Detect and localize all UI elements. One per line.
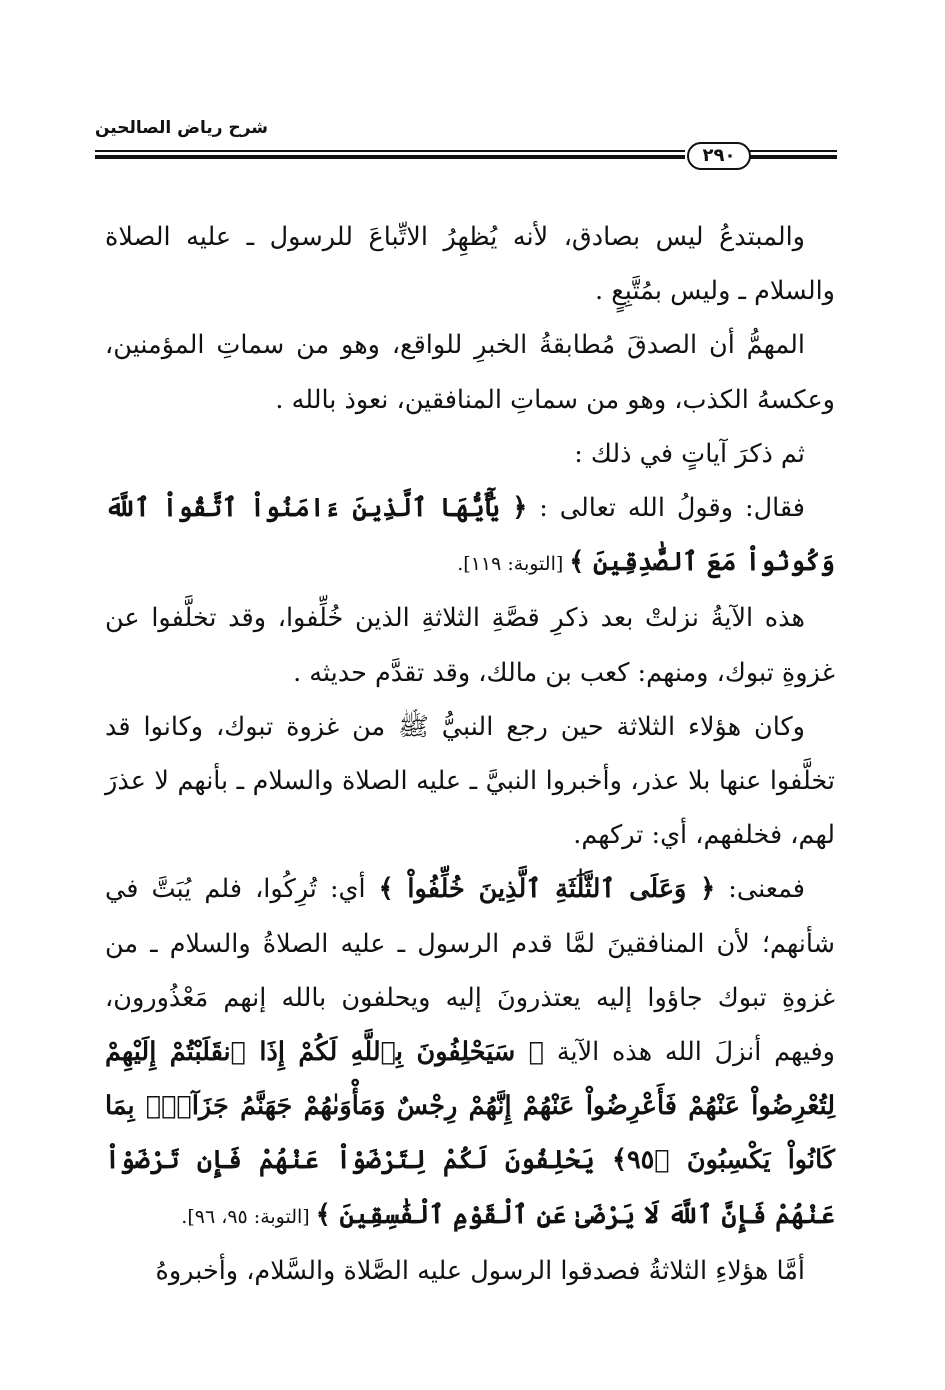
paragraph-text: ثم ذكرَ آياتٍ في ذلك :: [574, 438, 805, 469]
paragraph-text: المهمُّ أن الصدقَ مُطابقةُ الخبرِ للواقع، وهو من سماتِ المؤمنين، وعكسهُ الكذب، وهو من سماتِ المنافقين، نعوذ بالله .: [105, 330, 835, 415]
quran-verse: ﴿ وَعَلَى ٱلثَّلَٰثَةِ ٱلَّذِينَ خُلِّفُواْ ﴾: [378, 874, 716, 905]
paragraph: [105, 862, 835, 1243]
quran-verse: ﴿ سَيَحْلِفُونَ بِٱللَّهِ لَكُمْ إِذَا ٱنقَلَبْتُمْ إِلَيْهِمْ لِتُعْرِضُواْ عَنْهُمْ فَأَعْرِضُواْ عَنْهُمْ إِنَّهُمْ رِجْسٌ وَمَأْوَىٰهُمْ جَهَنَّمُ جَزَآءَۢ بِمَا كَانُواْ يَكْسِبُونَ ﴿٩٥﴾ يَحْلِفُونَ لَكُمْ لِتَرْضَوْاْ عَنْهُمْ فَإِن تَرْضَوْاْ عَنْهُمْ فَإِنَّ ٱللَّهَ لَا يَرْضَىٰ عَنِ ٱلْقَوْمِ ٱلْفَٰسِقِينَ ﴾: [105, 1037, 835, 1230]
body-text: [105, 210, 835, 1298]
paragraph-text: والمبتدعُ ليس بصادق، لأنه يُظهِرُ الاتِّباعَ للرسول ـ عليه الصلاة والسلام ـ وليس بمُتَّبِعٍ .: [105, 222, 835, 307]
paragraph: [105, 481, 835, 591]
paragraph-text: أي: تُرِكُوا، فلم يُبَتَّ في شأنهم؛ لأن المنافقينَ لمَّا قدم الرسول ـ عليه الصلاةُ والسلام ـ من غزوةِ تبوك جاؤوا إليه يعتذرونَ إليه ويحلفون بالله إنهم مَعْذُورون، وفيهم أنزلَ الله هذه الآية: [105, 874, 835, 1068]
header-rule-left-thick: [95, 155, 685, 159]
paragraph: [105, 427, 835, 481]
paragraph: [105, 318, 835, 426]
paragraph-text: هذه الآيةُ نزلتْ بعد ذكرِ قصَّةِ الثلاثةِ الذين خُلِّفوا، وقد تخلَّفوا عن غزوةِ تبوك، ومنهم: كعب بن مالك، وقد تقدَّم حديثه .: [105, 603, 835, 688]
quran-verse: ﴿ يَٰٓأَيُّهَا ٱلَّذِينَ ءَامَنُواْ ٱتَّقُواْ ٱللَّهَ وَكُونُواْ مَعَ ٱلصَّٰدِقِينَ ﴾: [105, 493, 835, 578]
verse-reference: [التوبة: ٩٥، ٩٦].: [181, 1205, 316, 1228]
verse-reference: [التوبة: ١١٩].: [457, 553, 570, 576]
paragraph: [105, 591, 835, 699]
header-rule: [95, 142, 837, 168]
paragraph-text: فقال: وقولُ الله تعالى :: [527, 493, 806, 524]
page-number: ٢٩٠: [687, 142, 751, 170]
paragraph: [105, 700, 835, 863]
header-rule-right-thin: [749, 150, 837, 152]
header-rule-right-thick: [749, 155, 837, 159]
paragraph: [105, 210, 835, 318]
header-rule-left-thin: [95, 150, 685, 152]
paragraph-text: فمعنى:: [715, 874, 805, 905]
paragraph-text: وكان هؤلاء الثلاثة حين رجع النبيُّ ﷺ من غزوة تبوك، وكانوا قد تخلَّفوا عنها بلا عذر، وأخبروا النبيَّ ـ عليه الصلاة والسلام ـ بأنهم لا عذرَ لهم، فخلفهم، أي: تركهم.: [105, 711, 835, 851]
running-title: شرح رياض الصالحين: [95, 118, 269, 138]
paragraph-text: أمَّا هؤلاءِ الثلاثةُ فصدقوا الرسول عليه الصَّلاة والسَّلام، وأخبروهُ: [155, 1255, 805, 1286]
paragraph: [105, 1244, 835, 1298]
